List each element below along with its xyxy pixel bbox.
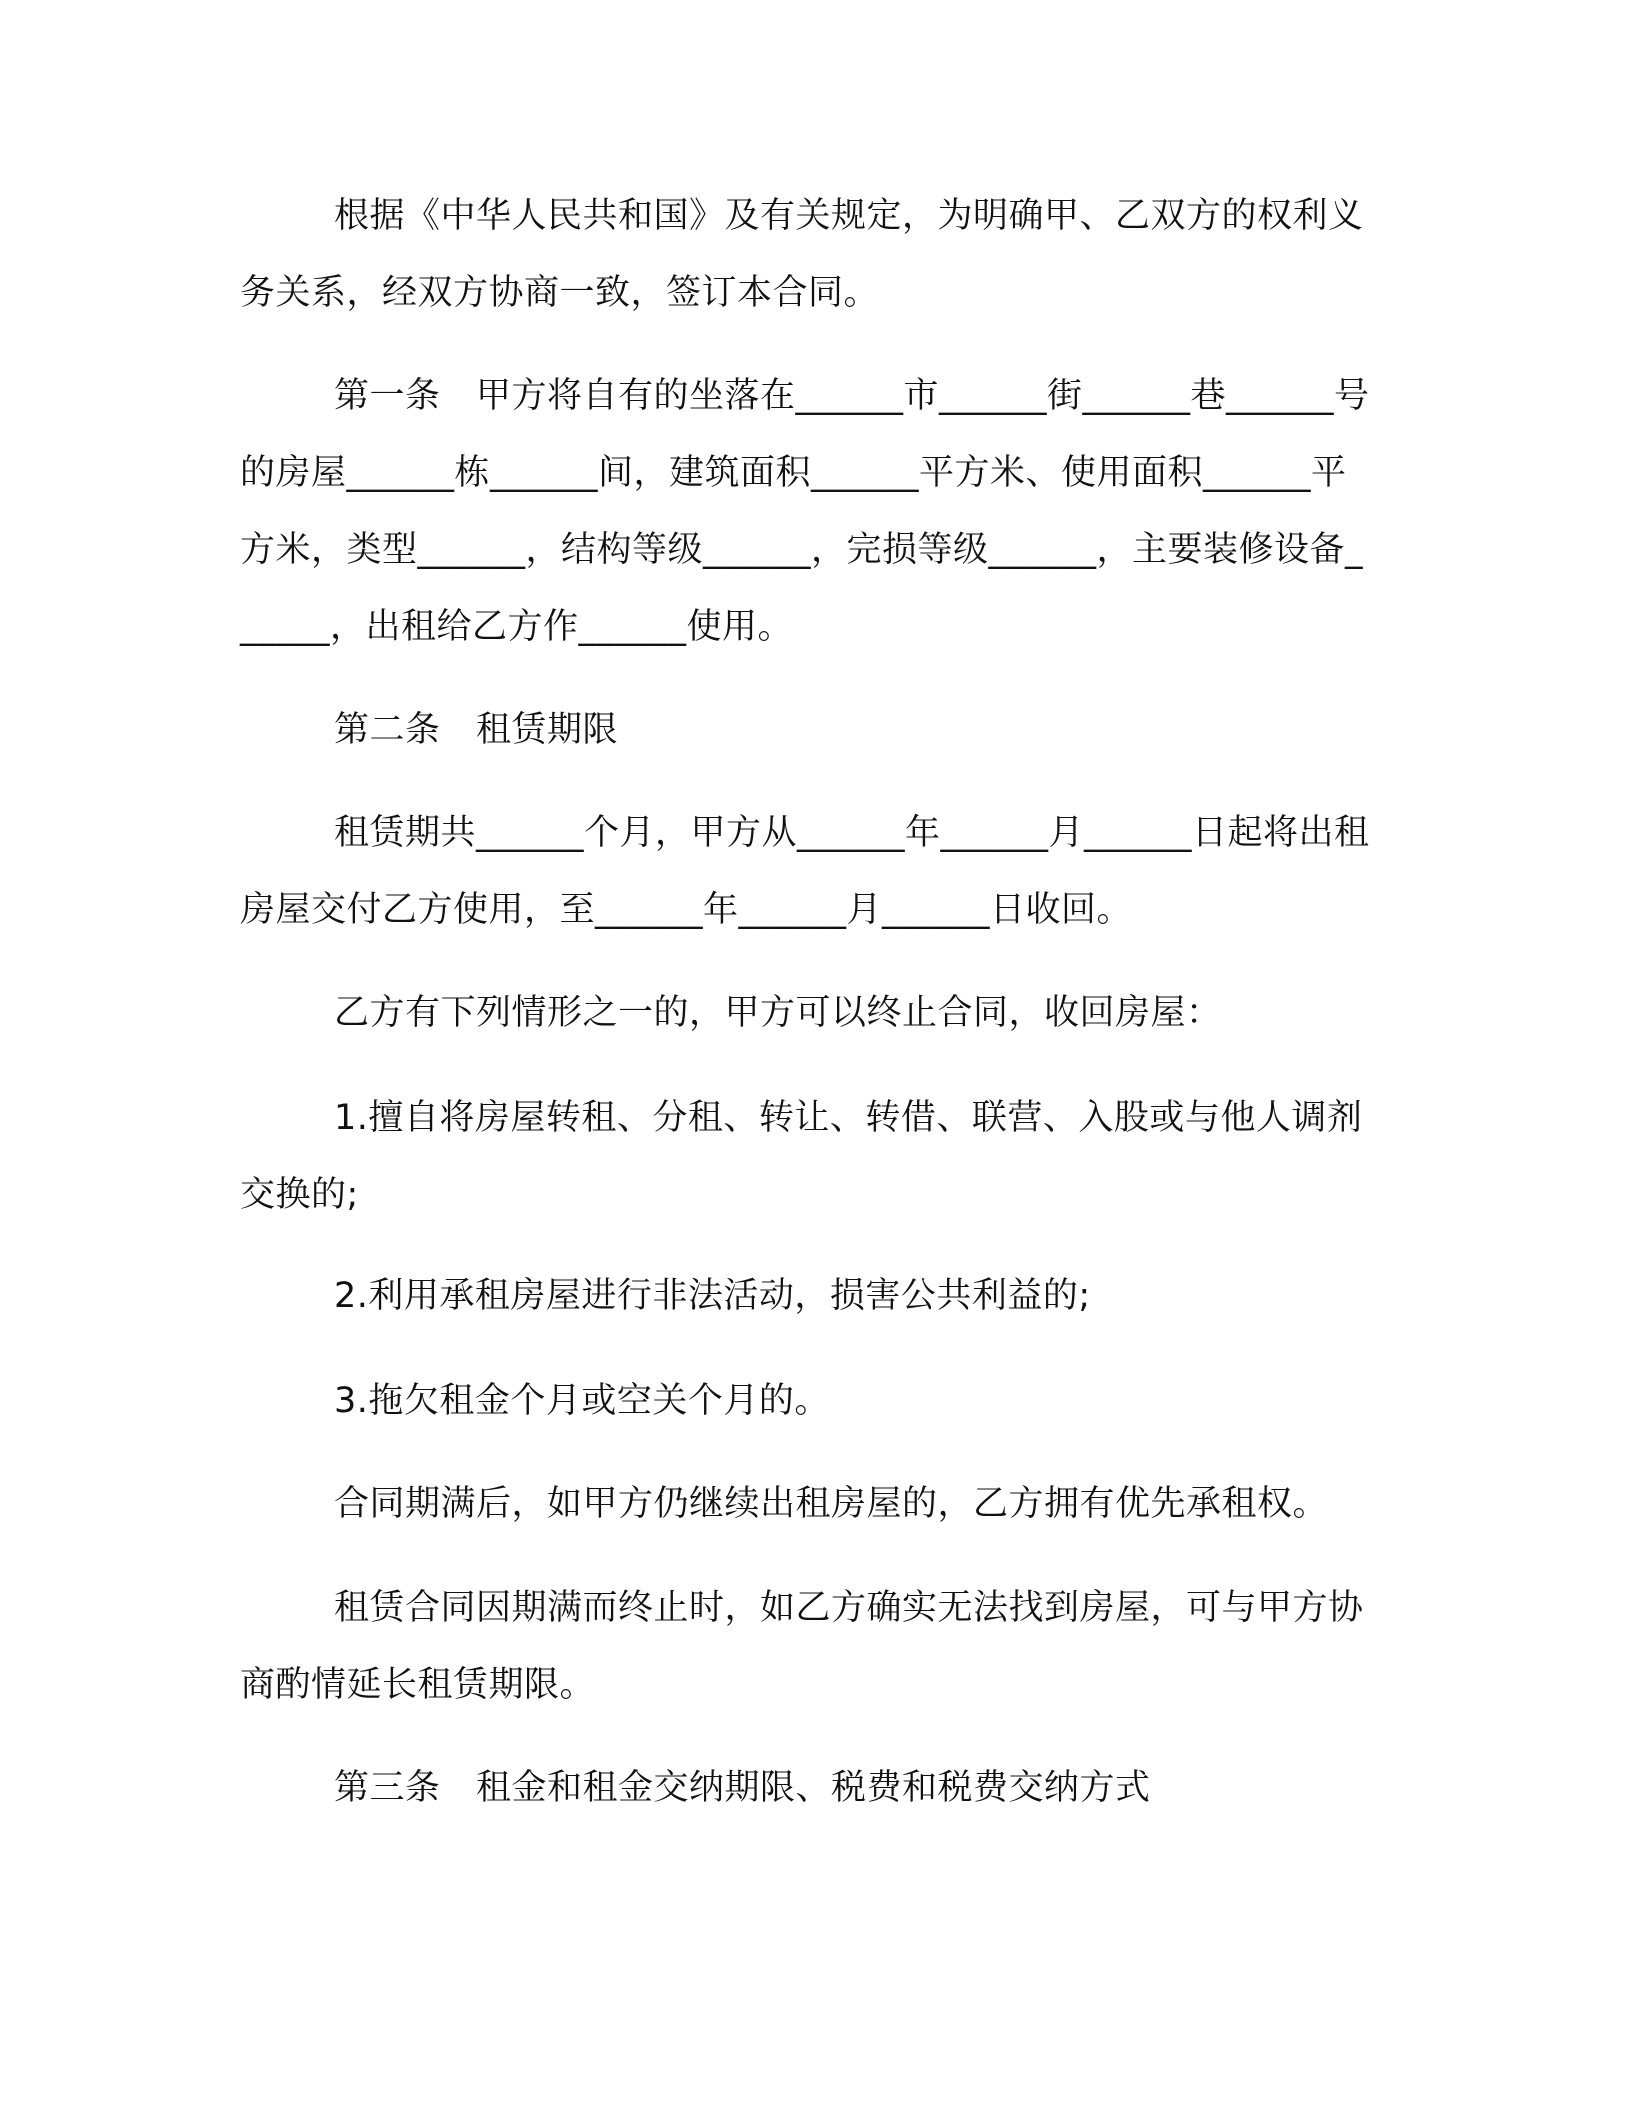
termination-conditions-paragraph: 乙方有下列情形之一的，甲方可以终止合同，收回房屋： — [334, 993, 1222, 1033]
article-one-paragraph: 第一条 甲方将自有的坐落在______市______街______巷______号的房屋______栋______间，建筑面积______平方米、使用面积______平方米，类型______，结构等级______，完损等级______，主要装修设备______，出租给乙方作______使用。 — [240, 376, 1370, 647]
intro-paragraph: 根据《中华人民共和国》及有关规定，为明确甲、乙双方的权利义务关系，经双方协商一致，签订本合同。 — [240, 196, 1364, 313]
condition-item-2: 2.利用承租房屋进行非法活动，损害公共利益的; — [334, 1276, 1091, 1316]
extension-paragraph: 租赁合同因期满而终止时，如乙方确实无法找到房屋，可与甲方协商酌情延长租赁期限。 — [240, 1588, 1364, 1705]
lease-term-paragraph: 租赁期共______个月，甲方从______年______月______日起将出租房屋交付乙方使用，至______年______月______日收回。 — [240, 813, 1370, 930]
condition-item-1: 1.擅自将房屋转租、分租、转让、转借、联营、入股或与他人调剂交换的; — [240, 1098, 1363, 1215]
article-two-heading: 第二条 租赁期限 — [334, 710, 619, 750]
priority-lease-paragraph: 合同期满后，如甲方仍继续出租房屋的，乙方拥有优先承租权。 — [334, 1484, 1329, 1524]
condition-item-3: 3.拖欠租金个月或空关个月的。 — [334, 1381, 830, 1421]
article-three-heading: 第三条 租金和租金交纳期限、税费和税费交纳方式 — [334, 1768, 1151, 1808]
